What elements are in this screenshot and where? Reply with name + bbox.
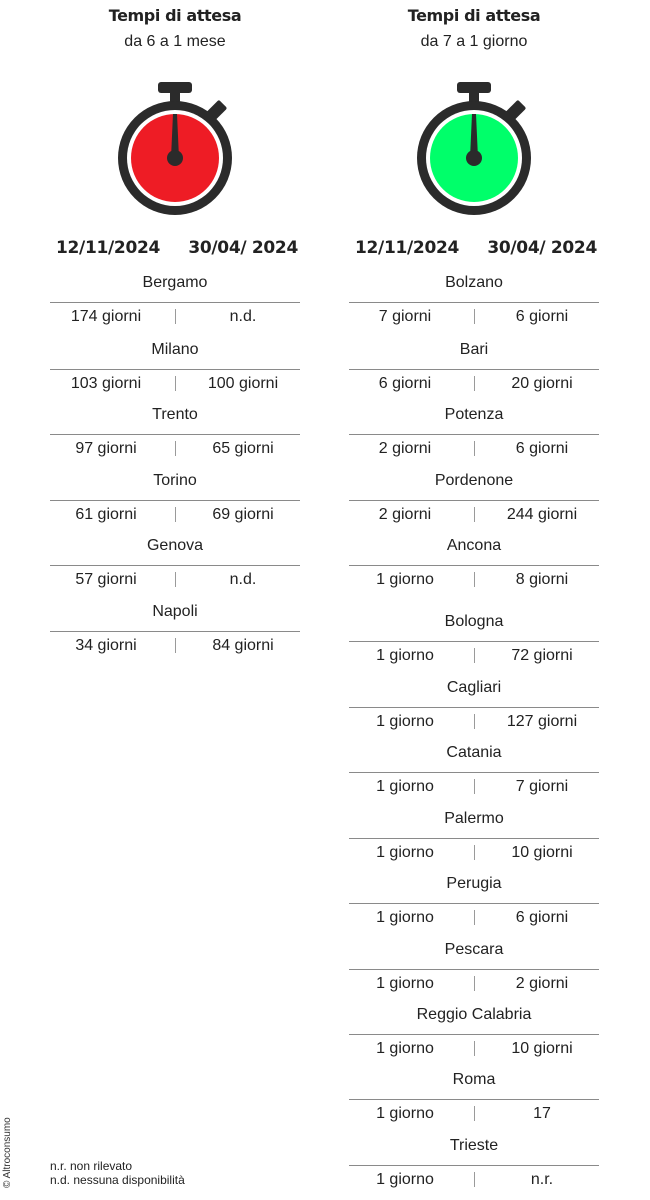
value-separator — [175, 572, 176, 587]
row-divider — [349, 1165, 599, 1166]
city-label: Torino — [153, 472, 197, 489]
value-date-2: 244 giorni — [506, 506, 578, 523]
stopwatch-red-icon — [117, 80, 233, 216]
value-date-1: 1 giorno — [376, 1040, 434, 1057]
value-date-2: 10 giorni — [511, 844, 573, 861]
value-date-1: 1 giorno — [376, 713, 434, 730]
stopwatch-green-icon — [416, 80, 532, 216]
right-date-header — [349, 238, 599, 262]
value-date-2: 8 giorni — [515, 571, 569, 588]
value-date-1: 1 giorno — [376, 778, 434, 795]
row-divider — [50, 631, 300, 632]
value-date-1: 1 giorno — [376, 571, 434, 588]
row-divider — [50, 369, 300, 370]
value-date-2: 69 giorni — [212, 506, 274, 523]
value-date-1: 1 giorno — [376, 975, 434, 992]
city-label: Napoli — [152, 603, 198, 620]
row-divider — [349, 707, 599, 708]
date-column-1: 12/11/2024 — [56, 238, 161, 258]
value-date-1: 1 giorno — [376, 1105, 434, 1122]
row-divider — [349, 434, 599, 435]
value-date-1: 57 giorni — [75, 571, 137, 588]
row-divider — [349, 500, 599, 501]
row-divider — [349, 1099, 599, 1100]
value-date-1: 2 giorni — [378, 440, 432, 457]
value-separator — [175, 638, 176, 653]
city-label: Genova — [146, 537, 204, 554]
row-divider — [349, 641, 599, 642]
value-separator — [474, 648, 475, 663]
city-label: Reggio Calabria — [416, 1006, 532, 1023]
value-date-2: 17 — [533, 1105, 551, 1122]
row-divider — [50, 434, 300, 435]
note-nd: n.d. nessuna disponibilità — [50, 1173, 185, 1187]
row-divider — [349, 772, 599, 773]
city-label: Bari — [459, 341, 489, 358]
value-date-1: 2 giorni — [378, 506, 432, 523]
city-label: Trieste — [449, 1137, 499, 1154]
row-divider — [349, 369, 599, 370]
city-label: Palermo — [444, 810, 504, 827]
value-date-1: 6 giorni — [378, 375, 432, 392]
city-label: Catania — [446, 744, 502, 761]
value-separator — [474, 1172, 475, 1187]
value-date-2: 6 giorni — [515, 308, 569, 325]
value-date-1: 34 giorni — [75, 637, 137, 654]
value-date-2: 20 giorni — [511, 375, 573, 392]
value-date-1: 1 giorno — [376, 1171, 434, 1188]
value-date-1: 7 giorni — [378, 308, 432, 325]
value-date-1: 103 giorni — [70, 375, 142, 392]
row-divider — [349, 302, 599, 303]
value-separator — [474, 845, 475, 860]
city-label: Cagliari — [446, 679, 502, 696]
value-date-2: 72 giorni — [511, 647, 573, 664]
city-label: Trento — [152, 406, 198, 423]
date-column-2: 30/04/ 2024 — [487, 238, 597, 258]
value-date-2: 127 giorni — [506, 713, 578, 730]
row-divider — [349, 969, 599, 970]
right-subtitle: da 7 a 1 giorno — [420, 33, 528, 50]
value-date-2: 7 giorni — [515, 778, 569, 795]
value-date-2: 2 giorni — [515, 975, 569, 992]
city-label: Potenza — [444, 406, 504, 423]
value-separator — [474, 441, 475, 456]
value-date-2: 10 giorni — [511, 1040, 573, 1057]
city-label: Bolzano — [445, 274, 503, 291]
value-separator — [474, 976, 475, 991]
city-label: Milano — [151, 341, 199, 358]
value-separator — [474, 376, 475, 391]
date-column-1: 12/11/2024 — [355, 238, 460, 258]
value-date-2: n.r. — [530, 1171, 554, 1188]
value-date-2: 100 giorni — [207, 375, 279, 392]
value-separator — [474, 714, 475, 729]
value-separator — [175, 376, 176, 391]
value-separator — [474, 1106, 475, 1121]
value-separator — [474, 309, 475, 324]
row-divider — [349, 1034, 599, 1035]
city-label: Perugia — [446, 875, 502, 892]
right-title: Tempi di attesa — [407, 6, 541, 25]
row-divider — [50, 302, 300, 303]
value-separator — [474, 1041, 475, 1056]
note-nr: n.r. non rilevato — [50, 1159, 133, 1173]
value-separator — [175, 441, 176, 456]
row-divider — [349, 838, 599, 839]
copyright: © Altroconsumo — [2, 1117, 13, 1188]
value-date-1: 1 giorno — [376, 647, 434, 664]
value-date-1: 1 giorno — [376, 844, 434, 861]
date-column-2: 30/04/ 2024 — [188, 238, 298, 258]
legend-notes — [50, 1159, 185, 1187]
value-date-1: 174 giorni — [70, 308, 142, 325]
value-date-1: 97 giorni — [75, 440, 137, 457]
value-date-2: 6 giorni — [515, 440, 569, 457]
value-date-2: n.d. — [229, 571, 257, 588]
value-separator — [474, 779, 475, 794]
city-label: Bologna — [444, 613, 504, 630]
row-divider — [349, 903, 599, 904]
value-date-2: 84 giorni — [212, 637, 274, 654]
row-divider — [50, 565, 300, 566]
row-divider — [50, 500, 300, 501]
value-separator — [175, 309, 176, 324]
value-separator — [474, 910, 475, 925]
value-date-2: 65 giorni — [212, 440, 274, 457]
city-label: Ancona — [446, 537, 502, 554]
value-date-2: n.d. — [229, 308, 257, 325]
row-divider — [349, 565, 599, 566]
value-separator — [175, 507, 176, 522]
city-label: Bergamo — [142, 274, 208, 291]
value-date-1: 1 giorno — [376, 909, 434, 926]
value-separator — [474, 507, 475, 522]
left-title: Tempi di attesa — [108, 6, 242, 25]
city-label: Pescara — [444, 941, 504, 958]
left-subtitle: da 6 a 1 mese — [124, 33, 226, 50]
city-label: Roma — [452, 1071, 496, 1088]
left-date-header — [50, 238, 300, 262]
value-separator — [474, 572, 475, 587]
city-label: Pordenone — [434, 472, 514, 489]
value-date-2: 6 giorni — [515, 909, 569, 926]
value-date-1: 61 giorni — [75, 506, 137, 523]
